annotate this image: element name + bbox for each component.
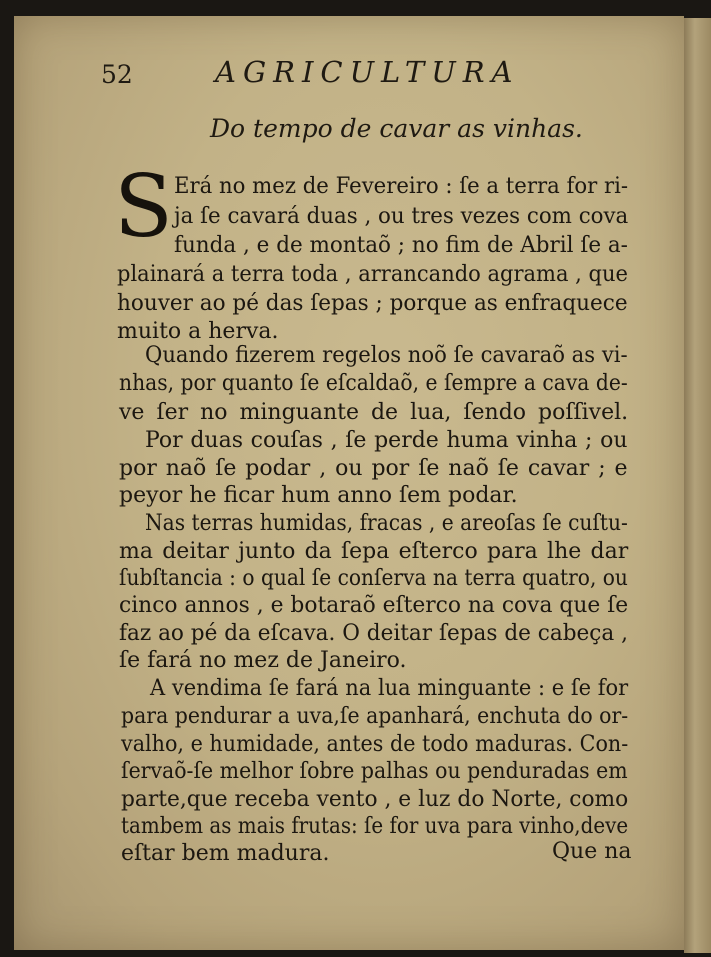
text-line: ve ſer no minguante de lua, ſendo poſſivel.	[119, 400, 629, 425]
text-line: funda , e de montaõ ; no fim de Abril ſe a-	[174, 233, 628, 258]
text-line: ſubſtancia : o qual ſe conſerva na terra quatro, ou	[119, 566, 628, 591]
catchword: Que na	[552, 839, 632, 864]
text-line: nhas, por quanto ſe eſcaldaõ, e ſempre a cava de-	[119, 371, 628, 396]
text-line: muito a herva.	[117, 319, 279, 344]
running-head: AGRICULTURA	[215, 55, 520, 89]
text-line: ſervaõ-ſe melhor ſobre palhas ou penduradas em	[121, 759, 628, 784]
text-line: ſe fará no mez de Janeiro.	[119, 648, 407, 673]
text-line: houver ao pé das ſepas ; porque as enfraquece	[117, 291, 628, 316]
text-line: Por duas couſas , ſe perde huma vinha ; ou	[145, 428, 628, 453]
text-line: para pendurar a uva,ſe apanhará, enchuta do or-	[121, 704, 629, 729]
text-line: peyor he ficar hum anno ſem podar.	[119, 483, 518, 508]
text-line: Quando fizerem regelos noõ ſe cavaraõ as vi-	[145, 343, 628, 368]
text-line: Nas terras humidas, fracas , e areoſas ſe cuſtu-	[145, 511, 628, 536]
drop-cap: S	[114, 157, 173, 257]
page-number: 52	[101, 60, 133, 89]
text-line: tambem as mais frutas: ſe for uva para vinho,deve	[121, 814, 629, 839]
text-line: faz ao pé da eſcava. O deitar ſepas de cabeça ,	[119, 621, 628, 646]
text-line: cinco annos , e botaraõ eſterco na cova que ſe	[119, 593, 629, 618]
section-title: Do tempo de cavar as vinhas.	[210, 114, 583, 143]
text-line: valho, e humidade, antes de todo maduras. Con-	[121, 732, 629, 757]
text-line: A vendima ſe fará na lua minguante : e ſe for	[150, 676, 629, 701]
text-line: por naõ ſe podar , ou por ſe naõ ſe cavar ; e	[119, 456, 628, 481]
text-line: ma deitar junto da ſepa eſterco para lhe dar	[119, 539, 629, 564]
text-line: Erá no mez de Fevereiro : ſe a terra for ri-	[174, 174, 629, 199]
text-line: eſtar bem madura.	[121, 841, 330, 866]
text-line: parte,que receba vento , e luz do Norte, como	[121, 787, 629, 812]
book-spine-edge	[684, 18, 711, 953]
text-line: ja ſe cavará duas , ou tres vezes com cova	[174, 204, 629, 229]
text-line: plainará a terra toda , arrancando agrama , que	[117, 262, 628, 287]
